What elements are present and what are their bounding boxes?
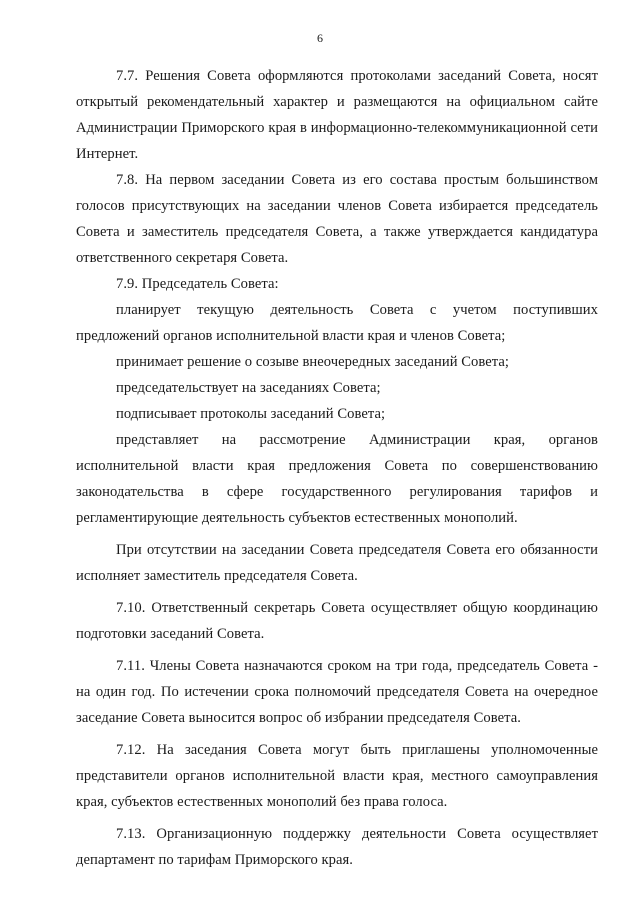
paragraph-7-13: 7.13. Организационную поддержку деятельности Совета осуществляет департамент по тарифам Приморского края. [76, 826, 598, 868]
page-number: 6 [317, 31, 323, 45]
paragraph-7-12: 7.12. На заседания Совета могут быть приглашены уполномоченные представители органов исполнительной власти края, местного самоуправления края, субъектов естественных монополий без права голоса. [76, 742, 598, 810]
paragraph-7-8: 7.8. На первом заседании Совета из его состава простым большинством голосов присутствующих на заседании членов Совета избирается председатель Совета и заместитель председателя Совета, а также утверждается кандидатура ответственного секретаря Совета. [76, 172, 598, 266]
paragraph-chair-absence: При отсутствии на заседании Совета председателя Совета его обязанности исполняет заместитель председателя Совета. [76, 542, 598, 584]
paragraph-7-10: 7.10. Ответственный секретарь Совета осуществляет общую координацию подготовки заседаний Совета. [76, 600, 598, 642]
paragraph-7-11: 7.11. Члены Совета назначаются сроком на три года, председатель Совета - на один год. По истечении срока полномочий председателя Совета на очередное заседание Совета выносится вопрос об избрании председателя Совета. [76, 658, 598, 726]
document-body [76, 63, 598, 873]
list-item-submits-proposals: представляет на рассмотрение Администрации края, органов исполнительной власти края предложения Совета по совершенствованию законодательства в сфере государственного регулирования тарифов и регламентирующие деятельность субъектов естественных монополий. [76, 432, 598, 526]
paragraph-7-9-heading: 7.9. Председатель Совета: [116, 276, 279, 292]
list-item-chairs-meetings: председательствует на заседаниях Совета; [116, 380, 381, 396]
list-item-convenes-meetings: принимает решение о созыве внеочередных заседаний Совета; [116, 354, 510, 370]
paragraph-7-7: 7.7. Решения Совета оформляются протоколами заседаний Совета, носят открытый рекомендательный характер и размещаются на официальном сайте Администрации Приморского края в информационно-телекоммуникационной сети Интернет. [76, 68, 598, 162]
list-item-signs-protocols: подписывает протоколы заседаний Совета; [116, 406, 386, 422]
list-item-plans-activity: планирует текущую деятельность Совета с учетом поступивших предложений органов исполнительной власти края и членов Совета; [76, 302, 598, 344]
